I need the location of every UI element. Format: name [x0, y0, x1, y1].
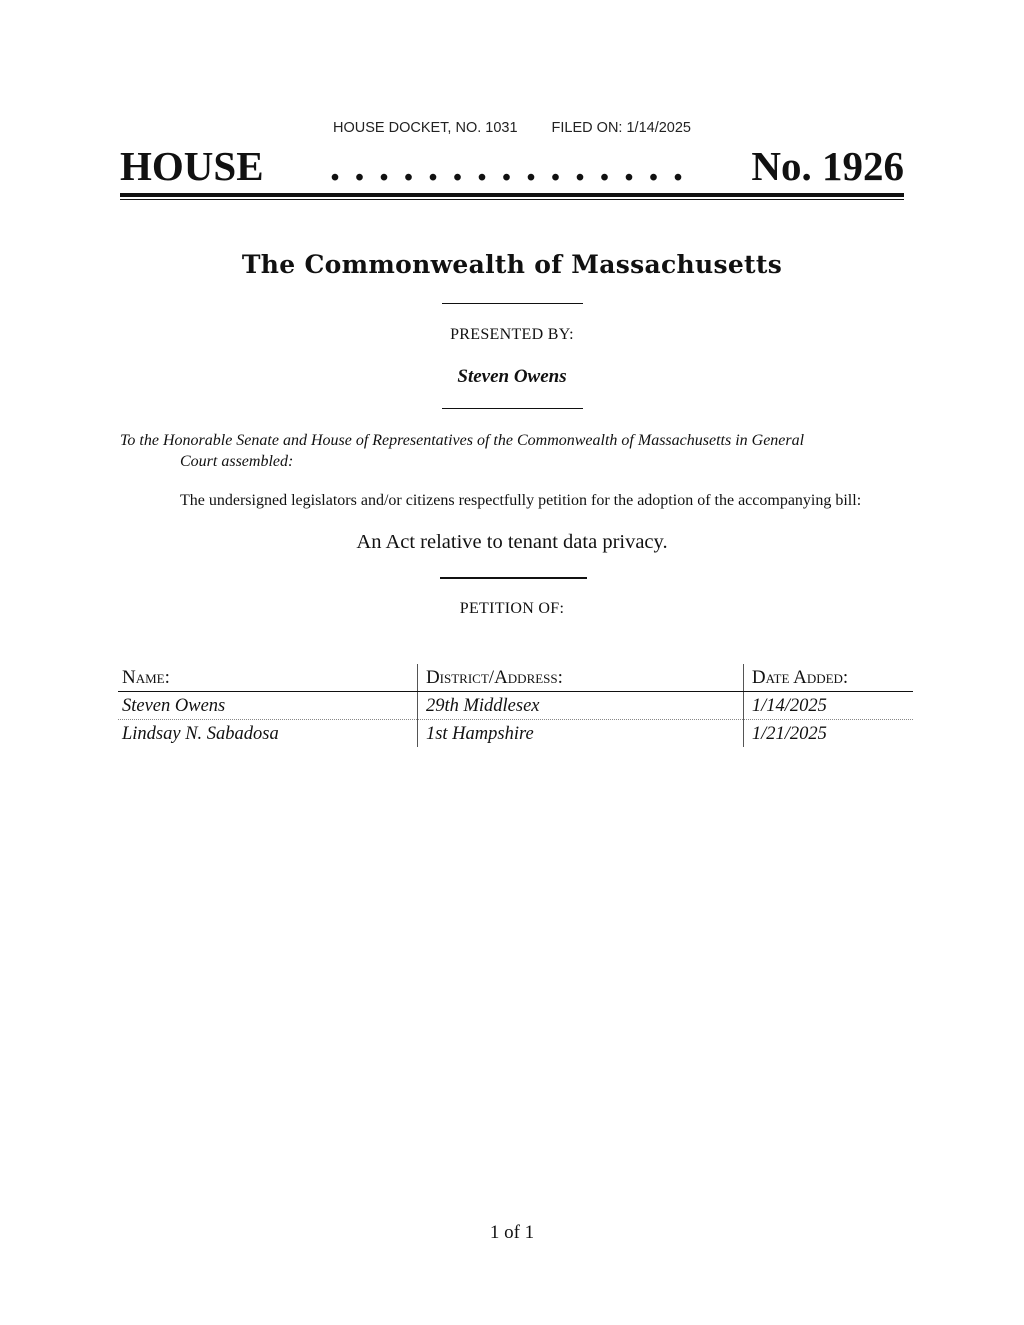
table-row: [118, 720, 913, 748]
commonwealth-title: The Commonwealth of Massachusetts: [241, 250, 783, 279]
petitioner-district: 1st Hampshire: [417, 720, 743, 748]
filed-date: FILED ON: 1/14/2025: [551, 120, 691, 136]
header-rule-thick: [120, 193, 904, 197]
petition-text: The undersigned legislators and/or citizens respectfully petition for the adoption of the accompanying bill:: [180, 492, 862, 509]
bill-header: [120, 142, 904, 190]
presented-by-label: PRESENTED BY:: [450, 326, 574, 343]
column-header-date: Date Added:: [743, 664, 913, 692]
sponsor-name: Steven Owens: [457, 366, 567, 387]
divider-rule: [442, 408, 583, 409]
docket-line: [0, 120, 1024, 136]
petition-of-label: PETITION OF:: [459, 600, 565, 617]
address-line-1: To the Honorable Senate and House of Representatives of the Commonwealth of Massachusetts in General: [120, 432, 805, 449]
docket-number: HOUSE DOCKET, NO. 1031: [333, 120, 518, 136]
page-number: 1 of 1: [489, 1222, 535, 1243]
chamber-label: HOUSE: [120, 143, 264, 189]
petitioner-district: 29th Middlesex: [417, 692, 743, 720]
address-paragraph: [120, 430, 910, 472]
table-header-row: [118, 664, 913, 692]
petitioner-date: 1/21/2025: [743, 720, 913, 748]
divider-rule: [440, 577, 587, 579]
column-header-district: District/Address:: [417, 664, 743, 692]
address-line-2: Court assembled:: [180, 453, 294, 470]
column-header-name: Name:: [118, 664, 417, 692]
divider-rule: [442, 303, 583, 304]
petitioners-table: [118, 664, 913, 747]
table-row: [118, 692, 913, 720]
petitioner-date: 1/14/2025: [743, 692, 913, 720]
petitioner-name: Lindsay N. Sabadosa: [122, 723, 279, 744]
header-rule-thin: [120, 199, 904, 200]
act-title: An Act relative to tenant data privacy.: [356, 531, 668, 553]
bill-number: No. 1926: [751, 143, 904, 189]
leader-dots: . . . . . . . . . . . . . . .: [329, 143, 686, 189]
petitioner-name: Steven Owens: [118, 692, 417, 720]
